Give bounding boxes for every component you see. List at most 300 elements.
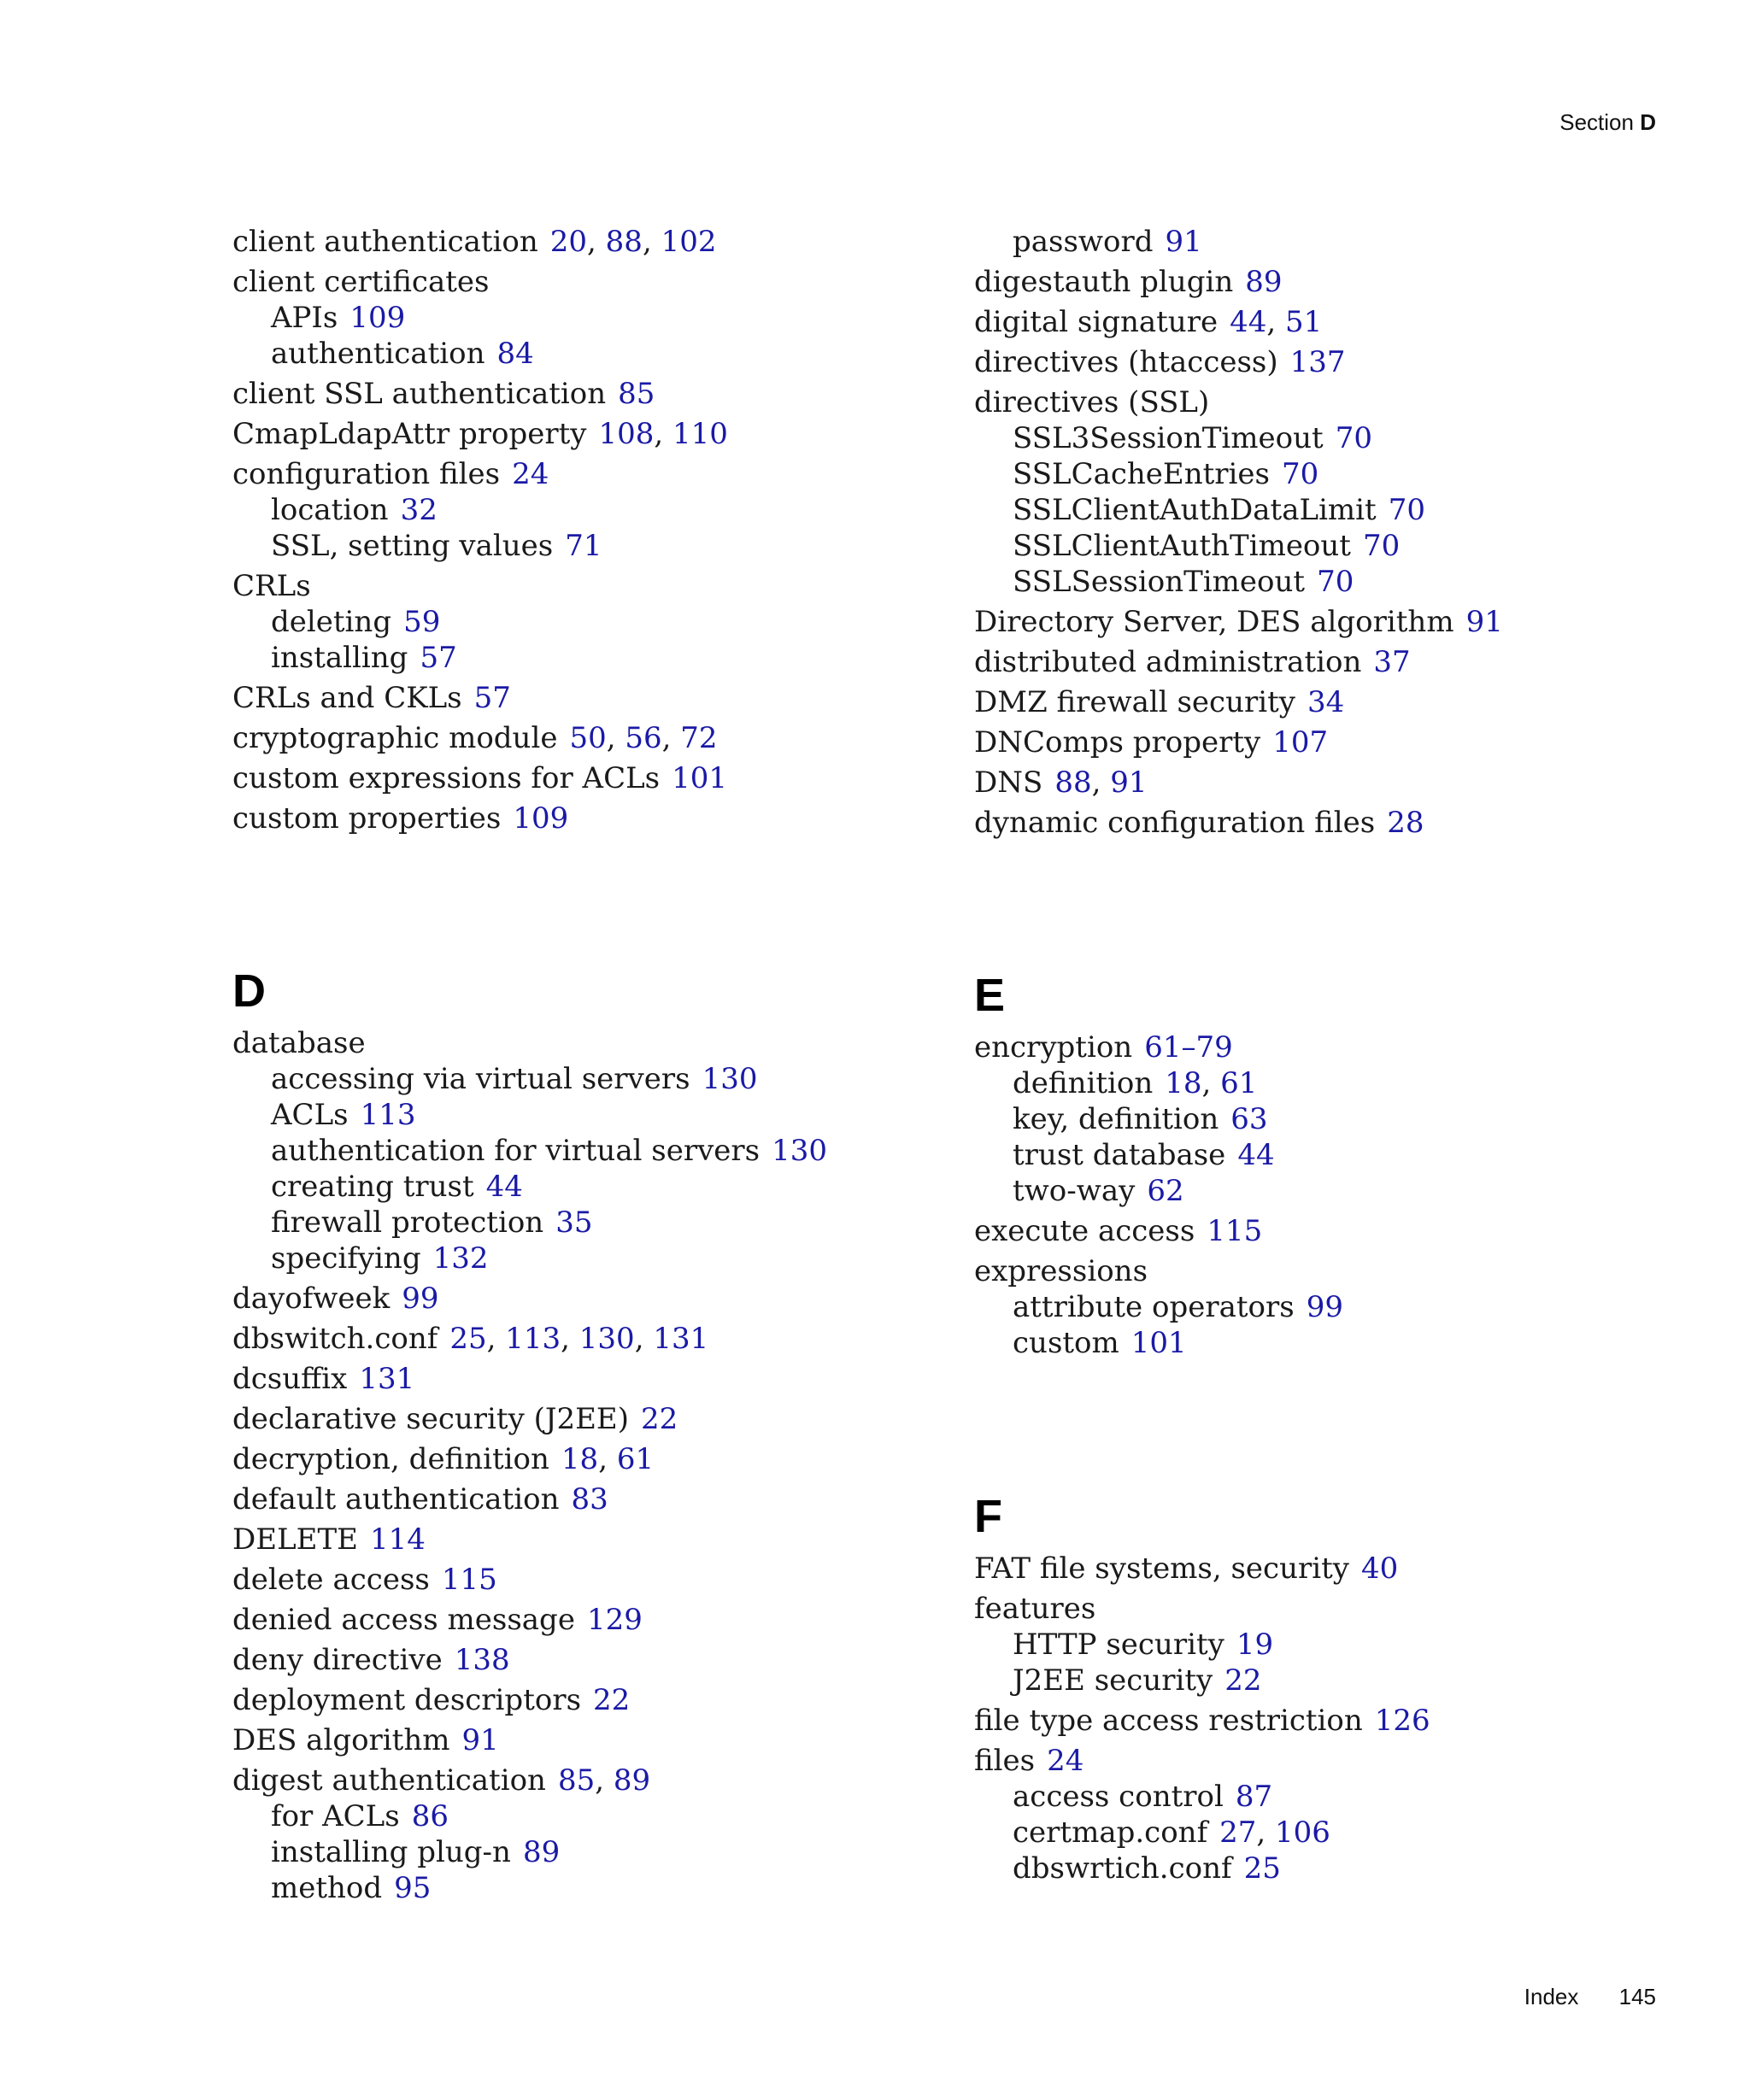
index-subentry [232, 1241, 882, 1276]
page-refs: 25, 113, 130, 131 [449, 1322, 709, 1356]
index-term: FAT file systems, security [974, 1552, 1349, 1586]
index-entry [232, 1281, 882, 1317]
page-link[interactable]: 88 [1054, 766, 1092, 800]
index-term: SSLClientAuthDataLimit [1013, 493, 1377, 527]
page-link[interactable]: 102 [661, 225, 717, 259]
index-term: DES algorithm [232, 1723, 450, 1757]
page-refs [1224, 1663, 1261, 1698]
page-refs [370, 1522, 426, 1557]
page-link[interactable]: 63 [1230, 1102, 1268, 1136]
page-refs [523, 1835, 560, 1869]
page-link[interactable]: 132 [432, 1241, 489, 1276]
index-subentry [232, 1097, 882, 1133]
page-link[interactable]: 91 [1165, 225, 1202, 259]
index-subentry [232, 1834, 882, 1870]
index-term: CmapLdapAttr property [232, 417, 587, 451]
index-entry [232, 1642, 882, 1678]
page-refs [1047, 1744, 1083, 1778]
index-entry [974, 644, 1624, 680]
index-term: SSLClientAuthTimeout [1013, 529, 1351, 563]
index-block [974, 1551, 1624, 1886]
index-entry [232, 1441, 882, 1477]
index-term: SSL, setting values [271, 529, 554, 563]
page-link[interactable]: 44 [485, 1170, 523, 1204]
page-link[interactable]: 25 [1243, 1851, 1281, 1886]
page-refs [1131, 1326, 1187, 1360]
page-refs [442, 1563, 497, 1597]
index-term: client certificates [232, 265, 490, 299]
index-term: file type access restriction [974, 1704, 1363, 1738]
index-subentry [974, 456, 1624, 492]
index-subentry [232, 528, 882, 564]
page-refs [555, 1205, 592, 1240]
section-header [1559, 109, 1656, 136]
index-entry [974, 384, 1624, 420]
index-entry [974, 724, 1624, 760]
index-entry [974, 1743, 1624, 1779]
page-refs [1307, 1290, 1343, 1324]
index-term: digest authentication [232, 1763, 546, 1798]
index-subentry [974, 1663, 1624, 1698]
index-term: features [974, 1592, 1096, 1626]
page-link[interactable]: 109 [513, 801, 569, 836]
index-term: deployment descriptors [232, 1683, 582, 1717]
page-refs [1307, 685, 1344, 719]
index-term: two-way [1013, 1174, 1136, 1208]
page-refs [1236, 1628, 1273, 1662]
page-link[interactable]: 25 [449, 1322, 487, 1356]
page-refs [1236, 1780, 1272, 1814]
page-link[interactable]: 126 [1374, 1704, 1430, 1738]
index-subentry [232, 1169, 882, 1205]
index-term: installing plug-n [271, 1835, 511, 1869]
index-term: dbswrtich.conf [1013, 1851, 1232, 1886]
page-link[interactable]: 115 [441, 1563, 497, 1597]
page-refs [1244, 1851, 1281, 1886]
index-term: directives (SSL) [974, 385, 1210, 419]
index-term: accessing via virtual servers [271, 1062, 690, 1096]
index-term: access control [1013, 1780, 1224, 1814]
index-term: files [974, 1744, 1036, 1778]
index-entry [974, 344, 1624, 380]
index-entry [974, 765, 1624, 801]
index-term: password [1013, 225, 1154, 259]
index-entry [974, 1703, 1624, 1739]
index-term: CRLs and CKLs [232, 681, 462, 715]
index-entry [974, 304, 1624, 340]
page-refs [1282, 457, 1318, 491]
page-link[interactable]: 95 [394, 1871, 432, 1905]
index-term: database [232, 1026, 366, 1060]
page-link[interactable]: 71 [565, 529, 602, 563]
page-refs [462, 1723, 499, 1757]
page-refs [571, 1482, 608, 1516]
page-link[interactable]: 91 [1110, 766, 1148, 800]
page-link[interactable]: 61 [616, 1442, 655, 1476]
page-link[interactable]: 130 [702, 1062, 758, 1096]
page-link[interactable]: 22 [593, 1683, 631, 1717]
index-entry [974, 1029, 1624, 1065]
page-link[interactable]: 40 [1361, 1552, 1399, 1586]
page-refs [702, 1062, 758, 1096]
page-link[interactable]: 87 [1235, 1780, 1273, 1814]
page-refs [672, 761, 727, 795]
index-block [974, 1029, 1624, 1361]
page-link[interactable]: 70 [1282, 457, 1319, 491]
index-subentry [974, 1101, 1624, 1137]
index-subentry [974, 1627, 1624, 1663]
index-term: dcsuffix [232, 1362, 348, 1396]
page-link[interactable]: 70 [1362, 529, 1401, 563]
index-term: APIs [271, 301, 338, 335]
page-link[interactable]: 91 [1465, 605, 1503, 639]
index-subentry [974, 1065, 1624, 1101]
index-term: DMZ firewall security [974, 685, 1295, 719]
page-link[interactable]: 35 [555, 1205, 593, 1240]
index-entry [232, 1562, 882, 1598]
page-link[interactable]: 99 [402, 1282, 439, 1316]
index-term: digestauth plugin [974, 265, 1234, 299]
page-refs [1317, 565, 1354, 599]
page-link[interactable]: 130 [578, 1322, 635, 1356]
index-subentry [974, 528, 1624, 564]
index-entry [232, 801, 882, 836]
page-refs [394, 1871, 431, 1905]
page-link[interactable]: 24 [512, 457, 549, 491]
index-term: denied access message [232, 1603, 575, 1637]
page-link[interactable]: 89 [1245, 265, 1283, 299]
index-term: directives (htaccess) [974, 345, 1278, 379]
page-refs [1144, 1030, 1233, 1065]
index-term: custom properties [232, 801, 502, 836]
letter-heading-d: D [232, 965, 266, 1017]
index-subentry [232, 1798, 882, 1834]
index-term: dbswitch.conf [232, 1322, 438, 1356]
index-subentry [974, 1173, 1624, 1209]
index-entry [232, 224, 882, 260]
index-block [232, 1025, 882, 1906]
page-link[interactable]: 113 [360, 1098, 416, 1132]
page-refs [1237, 1138, 1274, 1172]
index-term: authentication for virtual servers [271, 1134, 760, 1168]
page-link[interactable]: 88 [605, 225, 643, 259]
index-block [232, 224, 882, 836]
page-link[interactable]: 86 [411, 1799, 449, 1833]
page-link[interactable]: 130 [772, 1134, 828, 1168]
page-refs [1336, 421, 1372, 455]
page-link[interactable]: 85 [557, 1763, 596, 1798]
index-term: firewall protection [271, 1205, 544, 1240]
page-link[interactable]: 50 [569, 721, 607, 755]
index-term: ACLs [271, 1098, 349, 1132]
page-refs: 50, 56, 72 [569, 721, 718, 755]
page-link[interactable]: 18 [1165, 1066, 1202, 1100]
page-link[interactable]: 114 [369, 1522, 426, 1557]
page-refs [513, 801, 568, 836]
index-entry [232, 264, 882, 300]
index-subentry [974, 420, 1624, 456]
page-refs [641, 1402, 678, 1436]
index-term: authentication [271, 337, 485, 371]
page-refs [1290, 345, 1346, 379]
page-link[interactable]: 70 [1388, 493, 1425, 527]
page-link[interactable]: 37 [1373, 645, 1411, 679]
index-entry [974, 604, 1624, 640]
index-term: decryption, definition [232, 1442, 549, 1476]
page-link[interactable]: 72 [680, 721, 718, 755]
index-term: trust database [1013, 1138, 1226, 1172]
page-refs [1373, 645, 1410, 679]
page-refs [565, 529, 602, 563]
index-term: execute access [974, 1214, 1195, 1248]
page-refs [402, 1282, 438, 1316]
index-term: expressions [974, 1254, 1148, 1288]
page-refs [455, 1643, 510, 1677]
index-subentry [232, 300, 882, 336]
index-term: attribute operators [1013, 1290, 1295, 1324]
footer-label: Index [1524, 1984, 1579, 2009]
index-subentry [232, 1133, 882, 1169]
section-label: Section [1559, 109, 1634, 135]
index-term: cryptographic module [232, 721, 558, 755]
page-refs [1389, 493, 1425, 527]
index-entry [232, 1401, 882, 1437]
page-refs [587, 1603, 643, 1637]
page-link[interactable]: 109 [349, 301, 406, 335]
page-link[interactable]: 137 [1289, 345, 1346, 379]
page-link[interactable]: 83 [571, 1482, 608, 1516]
page-link[interactable]: 70 [1317, 565, 1354, 599]
index-term: location [271, 493, 389, 527]
index-subentry [974, 1815, 1624, 1851]
page-refs [772, 1134, 827, 1168]
index-term: deny directive [232, 1643, 443, 1677]
page-refs [1466, 605, 1503, 639]
index-term: for ACLs [271, 1799, 400, 1833]
page-link[interactable]: 70 [1335, 421, 1372, 455]
page-refs [593, 1683, 630, 1717]
page-link[interactable]: 57 [473, 681, 511, 715]
page-link[interactable]: 108 [598, 417, 655, 451]
page-refs [497, 337, 534, 371]
page-refs [1361, 1552, 1398, 1586]
index-entry [232, 1481, 882, 1517]
page-link[interactable]: 32 [400, 493, 438, 527]
index-entry [232, 1763, 882, 1798]
index-entry [232, 1025, 882, 1061]
index-subentry [232, 604, 882, 640]
page-link[interactable]: 22 [641, 1402, 678, 1436]
page-refs [401, 493, 438, 527]
index-term: DNComps property [974, 725, 1261, 760]
index-block [974, 224, 1624, 841]
section-letter: D [1640, 109, 1656, 135]
index-term: DELETE [232, 1522, 358, 1557]
page-link[interactable]: 101 [1130, 1326, 1187, 1360]
page-refs: 27, 106 [1219, 1816, 1330, 1850]
page-link[interactable]: 113 [505, 1322, 561, 1356]
page-link[interactable]: 106 [1275, 1816, 1330, 1850]
index-entry [232, 680, 882, 716]
page-link[interactable]: 51 [1284, 305, 1323, 339]
page-number: 145 [1618, 1984, 1656, 2009]
page-link[interactable]: 34 [1307, 685, 1345, 719]
index-term: J2EE security [1013, 1663, 1213, 1698]
page-link[interactable]: 101 [672, 761, 728, 795]
index-entry [232, 760, 882, 796]
page-refs [433, 1241, 489, 1276]
index-entry [232, 1722, 882, 1758]
index-entry [232, 416, 882, 452]
index-term: CRLs [232, 569, 311, 603]
page-refs: 85, 89 [557, 1763, 651, 1798]
page-refs [1375, 1704, 1430, 1738]
index-subentry [232, 1205, 882, 1241]
index-term: method [271, 1871, 383, 1905]
index-term: key, definition [1013, 1102, 1219, 1136]
index-term: dayofweek [232, 1282, 391, 1316]
index-term: specifying [271, 1241, 421, 1276]
page-refs [349, 301, 405, 335]
page-link[interactable]: 18 [561, 1442, 599, 1476]
page-link[interactable]: 129 [586, 1603, 643, 1637]
page-refs [403, 605, 440, 639]
index-term: encryption [974, 1030, 1133, 1065]
page-link[interactable]: 61 [1220, 1066, 1258, 1100]
index-subentry [974, 224, 1624, 260]
index-entry [232, 1321, 882, 1357]
page-link[interactable]: 22 [1224, 1663, 1262, 1698]
page-refs [1230, 1102, 1267, 1136]
index-entry [974, 1253, 1624, 1289]
page-link[interactable]: 24 [1047, 1744, 1084, 1778]
page-refs [486, 1170, 523, 1204]
page-link[interactable]: 59 [403, 605, 441, 639]
page-link[interactable]: 107 [1272, 725, 1329, 760]
page-link[interactable]: 62 [1147, 1174, 1184, 1208]
page-link[interactable]: 131 [359, 1362, 415, 1396]
index-subentry [974, 492, 1624, 528]
page-link[interactable]: 44 [1237, 1138, 1275, 1172]
page-refs [1245, 265, 1282, 299]
index-term: delete access [232, 1563, 430, 1597]
letter-heading-e: E [974, 970, 1006, 1021]
page-refs [420, 641, 456, 675]
index-term: SSLSessionTimeout [1013, 565, 1306, 599]
index-entry [232, 568, 882, 604]
index-term: SSL3SessionTimeout [1013, 421, 1324, 455]
page-link[interactable]: 89 [522, 1835, 561, 1869]
page-link[interactable]: 85 [618, 377, 655, 411]
index-term: HTTP security [1013, 1628, 1224, 1662]
page-refs [1207, 1214, 1262, 1248]
index-subentry [232, 1061, 882, 1097]
index-entry [974, 805, 1624, 841]
index-subentry [974, 1851, 1624, 1886]
page-refs [1387, 806, 1424, 840]
page-link[interactable]: 61–79 [1144, 1030, 1233, 1065]
index-entry [974, 1551, 1624, 1587]
page-link[interactable]: 20 [549, 225, 588, 259]
index-term: client authentication [232, 225, 538, 259]
index-subentry [974, 1137, 1624, 1173]
index-subentry [232, 640, 882, 676]
page-refs [1363, 529, 1400, 563]
page-refs: 18, 61 [1165, 1066, 1258, 1100]
page-refs [474, 681, 511, 715]
index-entry [232, 1602, 882, 1638]
page-refs [1147, 1174, 1183, 1208]
index-term: client SSL authentication [232, 377, 607, 411]
page-link[interactable]: 19 [1236, 1628, 1274, 1662]
page-refs [1272, 725, 1328, 760]
page-link[interactable]: 84 [496, 337, 534, 371]
page-link[interactable]: 27 [1219, 1816, 1257, 1850]
index-term: custom [1013, 1326, 1119, 1360]
index-term: certmap.conf [1013, 1816, 1208, 1850]
page-link[interactable]: 110 [672, 417, 728, 451]
index-entry [232, 1682, 882, 1718]
index-term: SSLCacheEntries [1013, 457, 1270, 491]
index-entry [974, 264, 1624, 300]
index-term: DNS [974, 766, 1043, 800]
page-link[interactable]: 56 [625, 721, 662, 755]
page-refs [412, 1799, 449, 1833]
page-link[interactable]: 28 [1387, 806, 1424, 840]
index-term: digital signature [974, 305, 1219, 339]
index-entry [232, 376, 882, 412]
index-entry [232, 456, 882, 492]
page-link[interactable]: 99 [1306, 1290, 1343, 1324]
page-refs: 44, 51 [1230, 305, 1323, 339]
page-refs [1166, 225, 1202, 259]
index-term: dynamic configuration files [974, 806, 1376, 840]
page-link[interactable]: 115 [1207, 1214, 1263, 1248]
index-term: declarative security (J2EE) [232, 1402, 630, 1436]
index-subentry [232, 336, 882, 372]
index-subentry [974, 564, 1624, 600]
page-link[interactable]: 89 [613, 1763, 651, 1798]
index-entry [232, 1361, 882, 1397]
index-entry [974, 1591, 1624, 1627]
index-term: installing [271, 641, 408, 675]
page-link[interactable]: 44 [1230, 305, 1267, 339]
index-subentry [232, 492, 882, 528]
index-term: creating trust [271, 1170, 474, 1204]
page-refs [618, 377, 655, 411]
letter-heading-f: F [974, 1491, 1002, 1542]
index-term: default authentication [232, 1482, 560, 1516]
index-term: custom expressions for ACLs [232, 761, 661, 795]
page-footer [1524, 1984, 1656, 2010]
page-link[interactable]: 91 [461, 1723, 499, 1757]
page-refs [359, 1362, 414, 1396]
page-refs: 108, 110 [598, 417, 728, 451]
index-entry [232, 1522, 882, 1557]
index-subentry [974, 1325, 1624, 1361]
page-link[interactable]: 131 [653, 1322, 709, 1356]
page-refs: 18, 61 [561, 1442, 655, 1476]
page-link[interactable]: 138 [454, 1643, 510, 1677]
index-subentry [974, 1289, 1624, 1325]
page-refs: 88, 91 [1054, 766, 1148, 800]
page-refs [361, 1098, 416, 1132]
index-term: deleting [271, 605, 392, 639]
page-link[interactable]: 57 [420, 641, 457, 675]
index-term: distributed administration [974, 645, 1362, 679]
index-entry [974, 684, 1624, 720]
index-term: Directory Server, DES algorithm [974, 605, 1454, 639]
